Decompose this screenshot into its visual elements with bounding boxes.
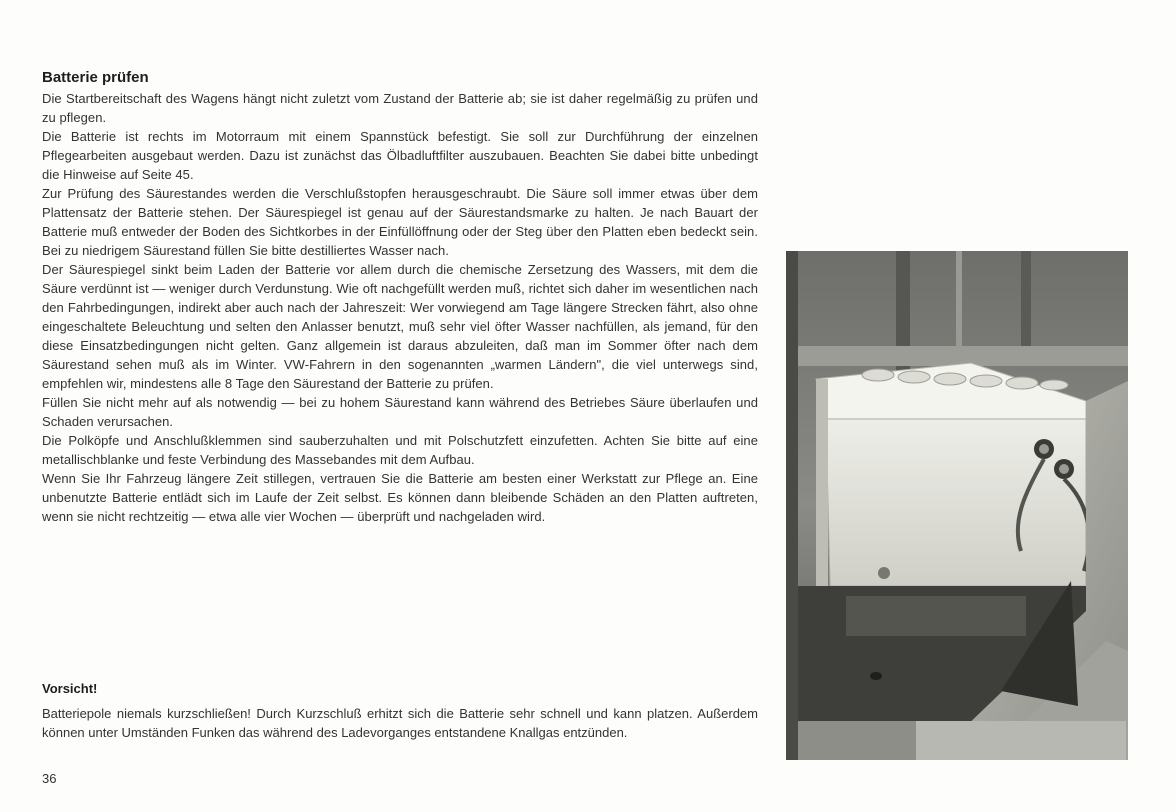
- floor-panel-left: [798, 721, 916, 760]
- battery-photo: [786, 251, 1128, 760]
- warning-text: Batteriepole niemals kurzschließen! Durch Kurzschluß erhitzt sich die Batterie sehr schnell und kann platzen. Außerdem können unter Umständen Funken das während des Ladevorganges entstandene Knallgas entzünden.: [42, 706, 758, 740]
- main-text-column: [42, 68, 758, 526]
- paragraph-6: Die Polköpfe und Anschlußklemmen sind sauberzuhalten und mit Polschutzfett einzufetten. Achten Sie bitte auf eine metallischblanke und feste Verbindung des Massebandes mit dem Aufbau.: [42, 433, 758, 467]
- paragraph-2: Die Batterie ist rechts im Motorraum mit einem Spannstück befestigt. Sie soll zur Durchführung der einzelnen Pflegearbeiten ausgebaut werden. Dazu ist zunächst das Ölbadluftfilter auszubauen. Beachten Sie dabei bitte unbedingt die Hinweise auf Seite 45.: [42, 129, 758, 182]
- photo-pillar-2: [956, 251, 962, 361]
- tray-floor: [846, 596, 1026, 636]
- bolt-head: [878, 567, 890, 579]
- paragraph-7: Wenn Sie Ihr Fahrzeug längere Zeit stillegen, vertrauen Sie die Batterie am besten einer Werkstatt zur Pflege an. Eine unbenutzte Batterie entlädt sich im Laufe der Zeit selbst. Es können dann bleibende Schäden an den Platten auftreten, wenn sie nicht rechtzeitig — etwa alle vier Wochen — überprüft und nachgeladen wird.: [42, 471, 758, 524]
- page-number: 36: [42, 771, 57, 786]
- floor-panel: [916, 721, 1126, 760]
- paragraph-1: Die Startbereitschaft des Wagens hängt nicht zuletzt vom Zustand der Batterie ab; sie ist daher regelmäßig zu prüfen und zu pflegen.: [42, 91, 758, 125]
- photo-left-edge: [786, 251, 798, 760]
- paragraph-3: Zur Prüfung des Säurestandes werden die Verschlußstopfen herausgeschraubt. Die Säure soll immer etwas über dem Plattensatz der Batterie stehen. Der Säurespiegel ist genau auf der Säurestandsmarke zu halten. Je nach Bauart der Batterie muß entweder der Boden des Sichtkorbes in der Einfüllöffnung oder der Steg über den Platten eben bedeckt sein. Bei zu niedrigem Säurestand füllen Sie bitte destilliertes Wasser nach.: [42, 186, 758, 258]
- frame-hole: [870, 672, 882, 680]
- battery-side: [816, 379, 828, 589]
- battery-photo-illustration: [786, 251, 1128, 760]
- paragraph-5: Füllen Sie nicht mehr auf als notwendig — bei zu hohem Säurestand kann während des Betriebes Säure überlaufen und Schaden verursachen.: [42, 395, 758, 429]
- paragraph-4: Der Säurespiegel sinkt beim Laden der Batterie vor allem durch die chemische Zersetzung des Wassers, mit dem die Säure verdünnt ist — weniger durch Verdunstung. Wie oft nachgefüllt werden muß, richtet sich daher im wesentlichen nach den Fahrbedingungen, indirekt aber auch nach der Jahreszeit: Wer vorwiegend am Tage längere Strecken fährt, also ohne eingeschaltete Beleuchtung und selten den Anlasser benutzt, muß sehr viel öfter Wasser nachfüllen, als jemand, für den diese Einsatzbedingungen nicht gelten. Ganz allgemein ist daraus abzuleiten, daß man im Sommer öfter nach dem Säurestand sehen muß als im Winter. VW-Fahrern in den sogenannten „warmen Ländern", die viel unterwegs sind, empfehlen wir, mindestens alle 8 Tage den Säurestand der Batterie zu prüfen.: [42, 262, 758, 391]
- section-title: Batterie prüfen: [42, 69, 149, 86]
- photo-ledge: [798, 346, 1128, 366]
- warning-title: Vorsicht!: [42, 681, 98, 696]
